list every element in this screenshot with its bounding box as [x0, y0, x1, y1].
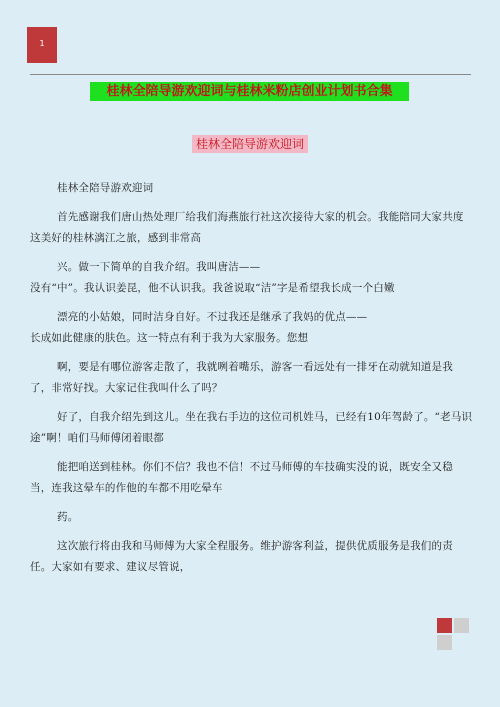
decorative-square-gray: [437, 635, 452, 650]
decorative-square-red: [437, 618, 452, 633]
paragraph: 啊，要是有哪位游客走散了，我就咧着嘴乐，游客一看远处有一排牙在动就知道是我了，非常好找。大家记住我叫什么了吗？: [30, 361, 453, 394]
paragraph: 桂林全陪导游欢迎词: [57, 182, 154, 194]
document-title: 桂林全陪导游欢迎词与桂林米粉店创业计划书合集: [90, 82, 409, 101]
paragraph: 药。: [57, 511, 79, 523]
paragraph: 首先感谢我们唐山热处理厂给我们海燕旅行社这次接待大家的机会。我能陪同大家共度这美好的桂林漓江之旅，感到非常高: [30, 211, 464, 244]
paragraph: 兴。做一下简单的自我介绍。我叫唐洁——: [57, 261, 261, 273]
header-divider: [30, 74, 471, 75]
decorative-square-gray: [454, 618, 469, 633]
paragraph: 能把咱送到桂林。你们不信？我也不信！不过马师傅的车技确实没的说，既安全又稳当，连我这晕车的作他的车都不用吃晕车: [30, 461, 453, 494]
page-number: 1: [39, 39, 45, 48]
page-number-badge: [27, 27, 57, 63]
paragraph: 没有“中”。我认识姜昆，他不认识我。我爸说取“洁”字是希望我长成一个白嫩: [30, 282, 395, 294]
section-title: 桂林全陪导游欢迎词: [192, 135, 308, 153]
paragraph: 长成如此健康的肤色。这一特点有利于我为大家服务。您想: [30, 332, 309, 344]
document-body: [30, 178, 473, 578]
paragraph: 漂亮的小姑娘，同时洁身自好。不过我还是继承了我妈的优点——: [57, 311, 368, 323]
paragraph: 这次旅行将由我和马师傅为大家全程服务。维护游客利益，提供优质服务是我们的责任。大家如有要求、建议尽管说，: [30, 540, 453, 573]
paragraph: 好了，自我介绍先到这儿。坐在我右手边的这位司机姓马，已经有10年驾龄了。“老马识途”啊！咱们马师傅闭着眼都: [30, 411, 473, 444]
